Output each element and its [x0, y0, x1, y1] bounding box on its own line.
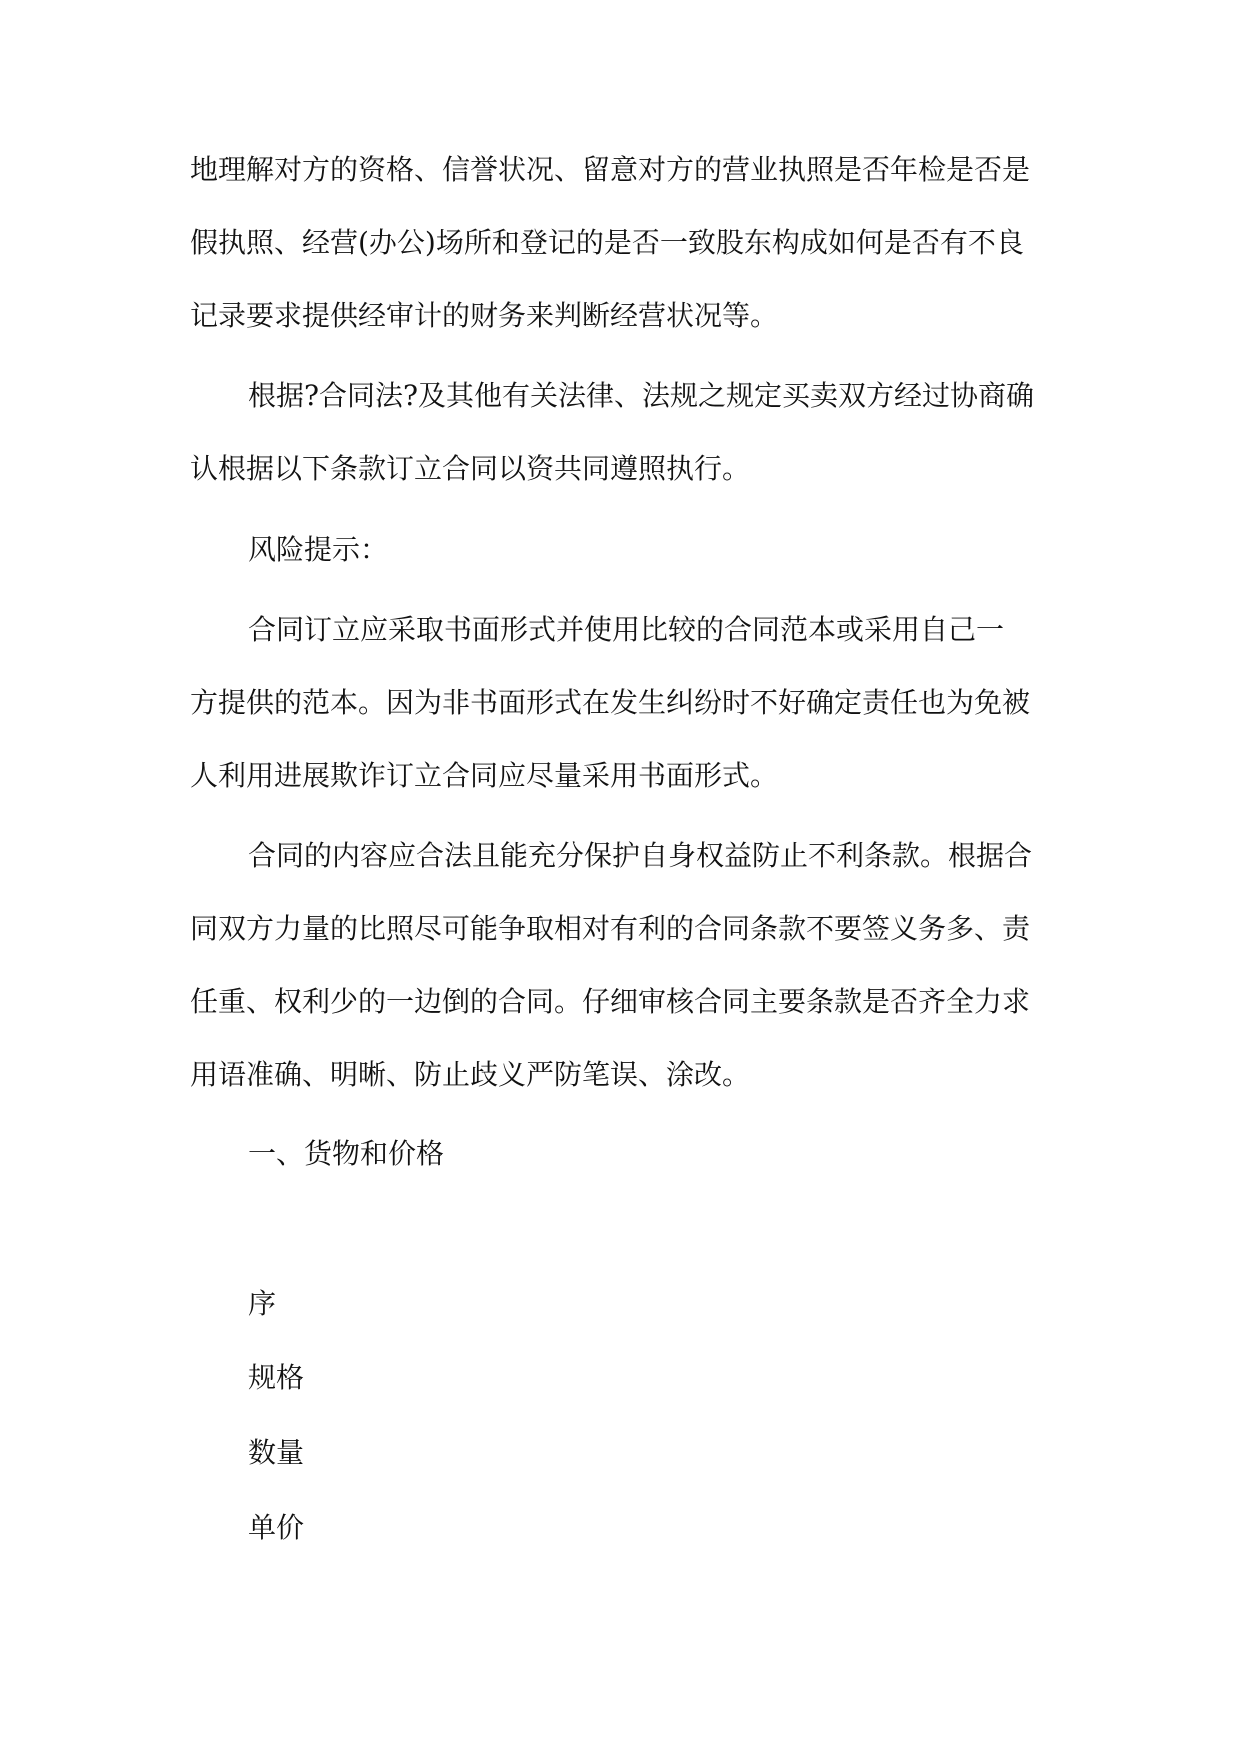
table-header-quantity: 数量 [248, 1436, 305, 1469]
table-header-unit-price: 单价 [248, 1511, 305, 1544]
paragraph-line-10: 同双方力量的比照尽可能争取相对有利的合同条款不要签义务多、责 [190, 912, 1031, 945]
paragraph-line-1: 地理解对方的资格、信誉状况、留意对方的营业执照是否年检是否是 [190, 153, 1031, 186]
paragraph-line-2: 假执照、经营(办公)场所和登记的是否一致股东构成如何是否有不良 [190, 226, 1024, 259]
paragraph-line-11: 任重、权利少的一边倒的合同。仔细审核合同主要条款是否齐全力求 [190, 985, 1031, 1018]
section-heading-goods-price: 一、货物和价格 [248, 1137, 445, 1170]
paragraph-line-3: 记录要求提供经审计的财务来判断经营状况等。 [190, 299, 779, 332]
table-header-spec: 规格 [248, 1361, 305, 1394]
paragraph-line-9: 合同的内容应合法且能充分保护自身权益防止不利条款。根据合 [248, 839, 1033, 872]
table-header-index: 序 [248, 1287, 277, 1320]
paragraph-line-8: 人利用进展欺诈订立合同应尽量采用书面形式。 [190, 759, 779, 792]
paragraph-line-5: 认根据以下条款订立合同以资共同遵照执行。 [190, 452, 751, 485]
paragraph-line-6: 合同订立应采取书面形式并使用比较的合同范本或采用自己一 [248, 613, 1005, 646]
paragraph-line-12: 用语准确、明晰、防止歧义严防笔误、涂改。 [190, 1058, 751, 1091]
section-heading-risk-notice: 风险提示： [248, 533, 389, 566]
paragraph-line-7: 方提供的范本。因为非书面形式在发生纠纷时不好确定责任也为免被 [190, 686, 1031, 719]
paragraph-line-4: 根据?合同法?及其他有关法律、法规之规定买卖双方经过协商确 [248, 379, 1035, 412]
